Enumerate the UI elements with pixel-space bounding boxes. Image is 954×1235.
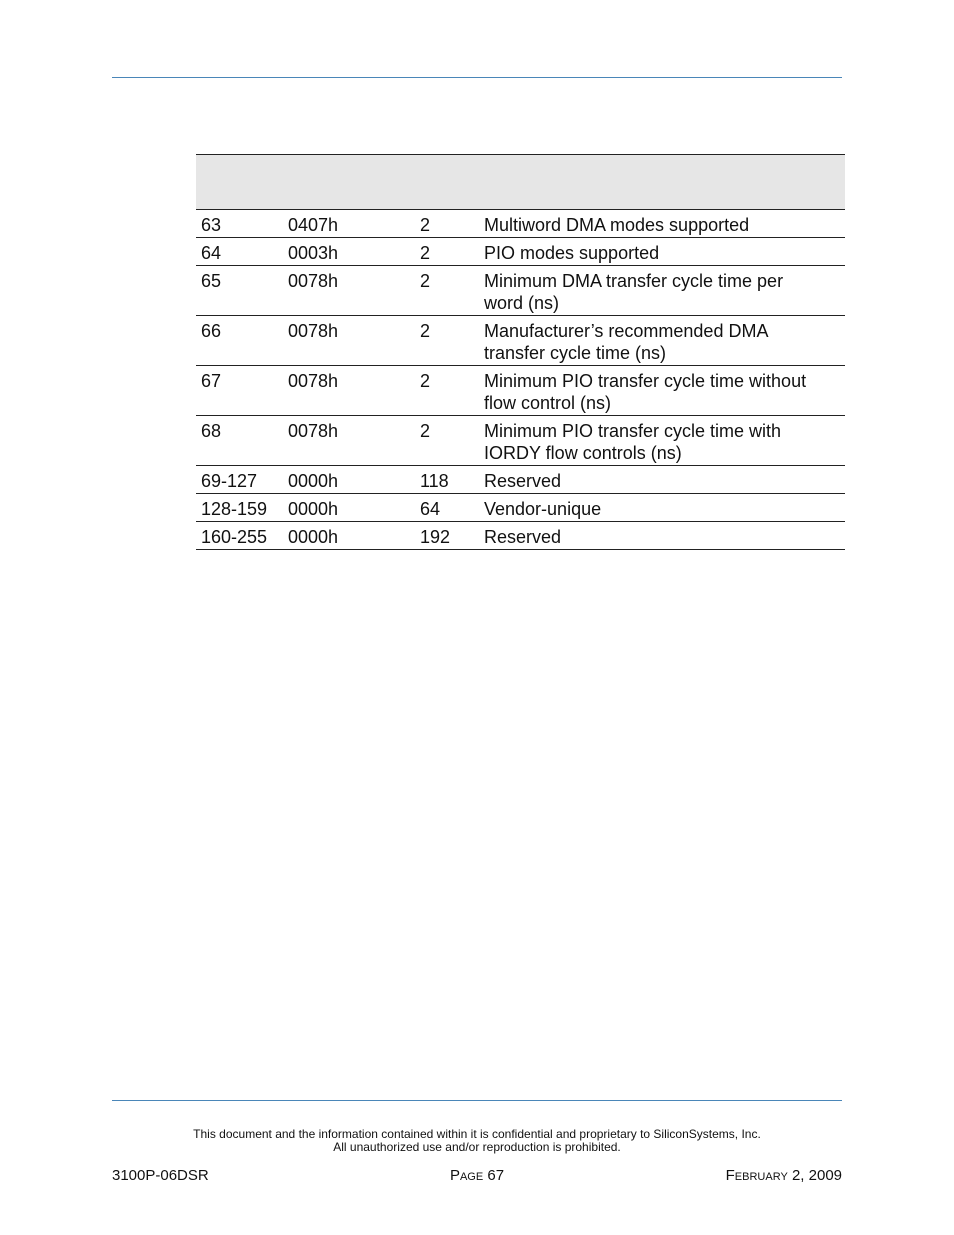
bytes-cell: 118 [415, 466, 479, 494]
word-cell: 66 [196, 316, 283, 366]
word-cell: 65 [196, 266, 283, 316]
word-cell: 69-127 [196, 466, 283, 494]
description-cell: PIO modes supported [479, 238, 845, 266]
table-row [196, 494, 845, 522]
word-cell: 63 [196, 210, 283, 238]
table-row [196, 416, 845, 466]
bytes-cell: 192 [415, 522, 479, 550]
table-header [196, 155, 845, 210]
description-cell: Minimum PIO transfer cycle time without flow control (ns) [479, 366, 845, 416]
value-cell: 0000h [283, 466, 415, 494]
bytes-cell: 2 [415, 316, 479, 366]
table-row [196, 210, 845, 238]
table-row [196, 266, 845, 316]
table-body [196, 210, 845, 550]
confidential-line-1: This document and the information contained within it is confidential and proprietary to SiliconSystems, Inc. [193, 1127, 761, 1141]
value-cell: 0407h [283, 210, 415, 238]
bytes-cell: 2 [415, 416, 479, 466]
word-cell: 64 [196, 238, 283, 266]
document-date: FEBRUARY 2, 2009 [725, 1167, 842, 1184]
word-cell: 128-159 [196, 494, 283, 522]
page-number: PAGE 67 [449, 1167, 505, 1184]
word-cell: 160-255 [196, 522, 283, 550]
value-cell: 0003h [283, 238, 415, 266]
value-cell: 0000h [283, 494, 415, 522]
description-cell: Minimum DMA transfer cycle time per word (ns) [479, 266, 845, 316]
table-row [196, 238, 845, 266]
value-cell: 0078h [283, 416, 415, 466]
description-cell: Vendor-unique [479, 494, 845, 522]
bytes-cell: 2 [415, 238, 479, 266]
document-id: 3100P-06DSR [112, 1167, 209, 1184]
description-cell: Multiword DMA modes supported [479, 210, 845, 238]
word-cell: 67 [196, 366, 283, 416]
bytes-cell: 64 [415, 494, 479, 522]
confidentiality-notice [0, 1128, 954, 1154]
bytes-cell: 2 [415, 266, 479, 316]
word-cell: 68 [196, 416, 283, 466]
value-cell: 0078h [283, 316, 415, 366]
description-cell: Reserved [479, 466, 845, 494]
bytes-cell: 2 [415, 366, 479, 416]
header-rule [112, 77, 842, 78]
table-row [196, 366, 845, 416]
table-row [196, 466, 845, 494]
value-cell: 0000h [283, 522, 415, 550]
description-cell: Reserved [479, 522, 845, 550]
table-row [196, 316, 845, 366]
footer-rule [112, 1100, 842, 1101]
confidential-line-2: All unauthorized use and/or reproduction is prohibited. [333, 1140, 621, 1154]
table-row [196, 522, 845, 550]
description-cell: Manufacturer’s recommended DMA transfer cycle time (ns) [479, 316, 845, 366]
value-cell: 0078h [283, 266, 415, 316]
description-cell: Minimum PIO transfer cycle time with IORDY flow controls (ns) [479, 416, 845, 466]
value-cell: 0078h [283, 366, 415, 416]
bytes-cell: 2 [415, 210, 479, 238]
identify-device-table [196, 154, 845, 550]
